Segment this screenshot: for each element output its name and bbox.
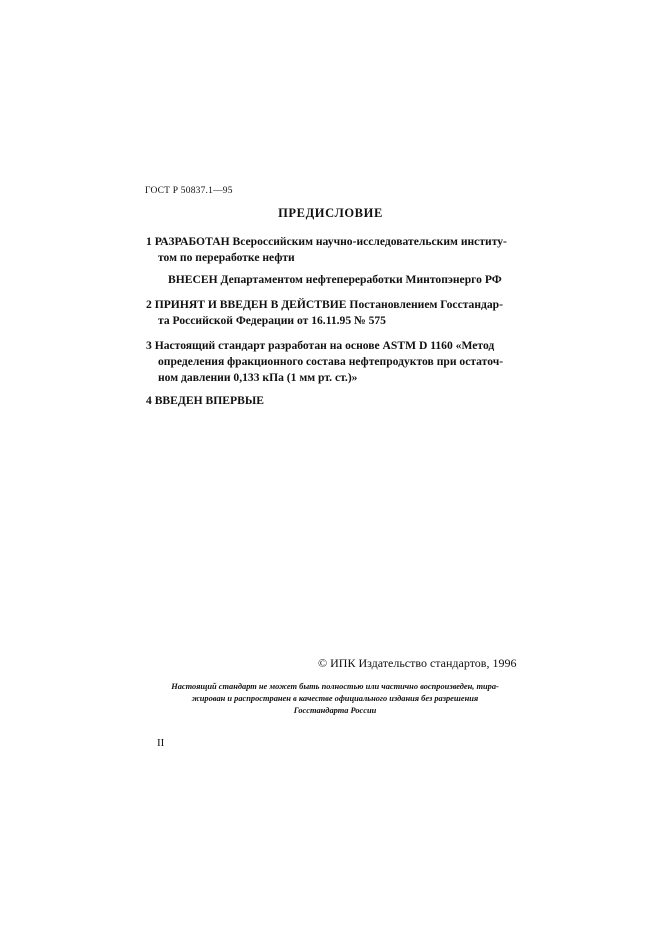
section-4-line: 4 ВВЕДЕН ВПЕРВЫЕ — [146, 394, 264, 407]
copyright-notice: © ИПК Издательство стандартов, 1996 — [318, 656, 517, 670]
reproduction-notice-line-2: жирован и распространен в качестве официального издания без разрешения — [191, 694, 479, 703]
section-3-line-1: 3 Настоящий стандарт разработан на основе ASTM D 1160 «Метод — [146, 339, 495, 352]
section-3-line-3: ном давлении 0,133 кПа (1 мм рт. ст.)» — [158, 371, 358, 384]
section-4-first-introduced — [146, 393, 531, 409]
document-code: ГОСТ Р 50837.1—95 — [145, 186, 233, 196]
reproduction-notice-line-1: Настоящий стандарт не может быть полностью или частично воспроизведен, тира- — [171, 682, 499, 691]
reproduction-notice — [150, 681, 520, 717]
section-2-adopted — [146, 297, 531, 329]
section-introduced-by — [168, 272, 553, 288]
section-1-line-1: 1 РАЗРАБОТАН Всероссийским научно-исследовательским институ- — [146, 235, 507, 248]
section-3-line-2: определения фракционного состава нефтепродуктов при остаточ- — [158, 355, 504, 368]
page-title: ПРЕДИСЛОВИЕ — [278, 206, 383, 220]
section-1-line-2: том по переработке нефти — [158, 251, 295, 264]
page-number: II — [157, 737, 165, 749]
introduced-by-line: ВНЕСЕН Департаментом нефтепереработки Минтопэнерго РФ — [168, 273, 502, 286]
section-2-line-1: 2 ПРИНЯТ И ВВЕДЕН В ДЕЙСТВИЕ Постановлением Госстандар- — [146, 298, 503, 311]
section-1-developed — [146, 234, 531, 266]
reproduction-notice-line-3: Госстандарта России — [293, 706, 377, 715]
section-3-basis — [146, 338, 531, 386]
section-2-line-2: та Российской Федерации от 16.11.95 № 575 — [158, 314, 386, 327]
